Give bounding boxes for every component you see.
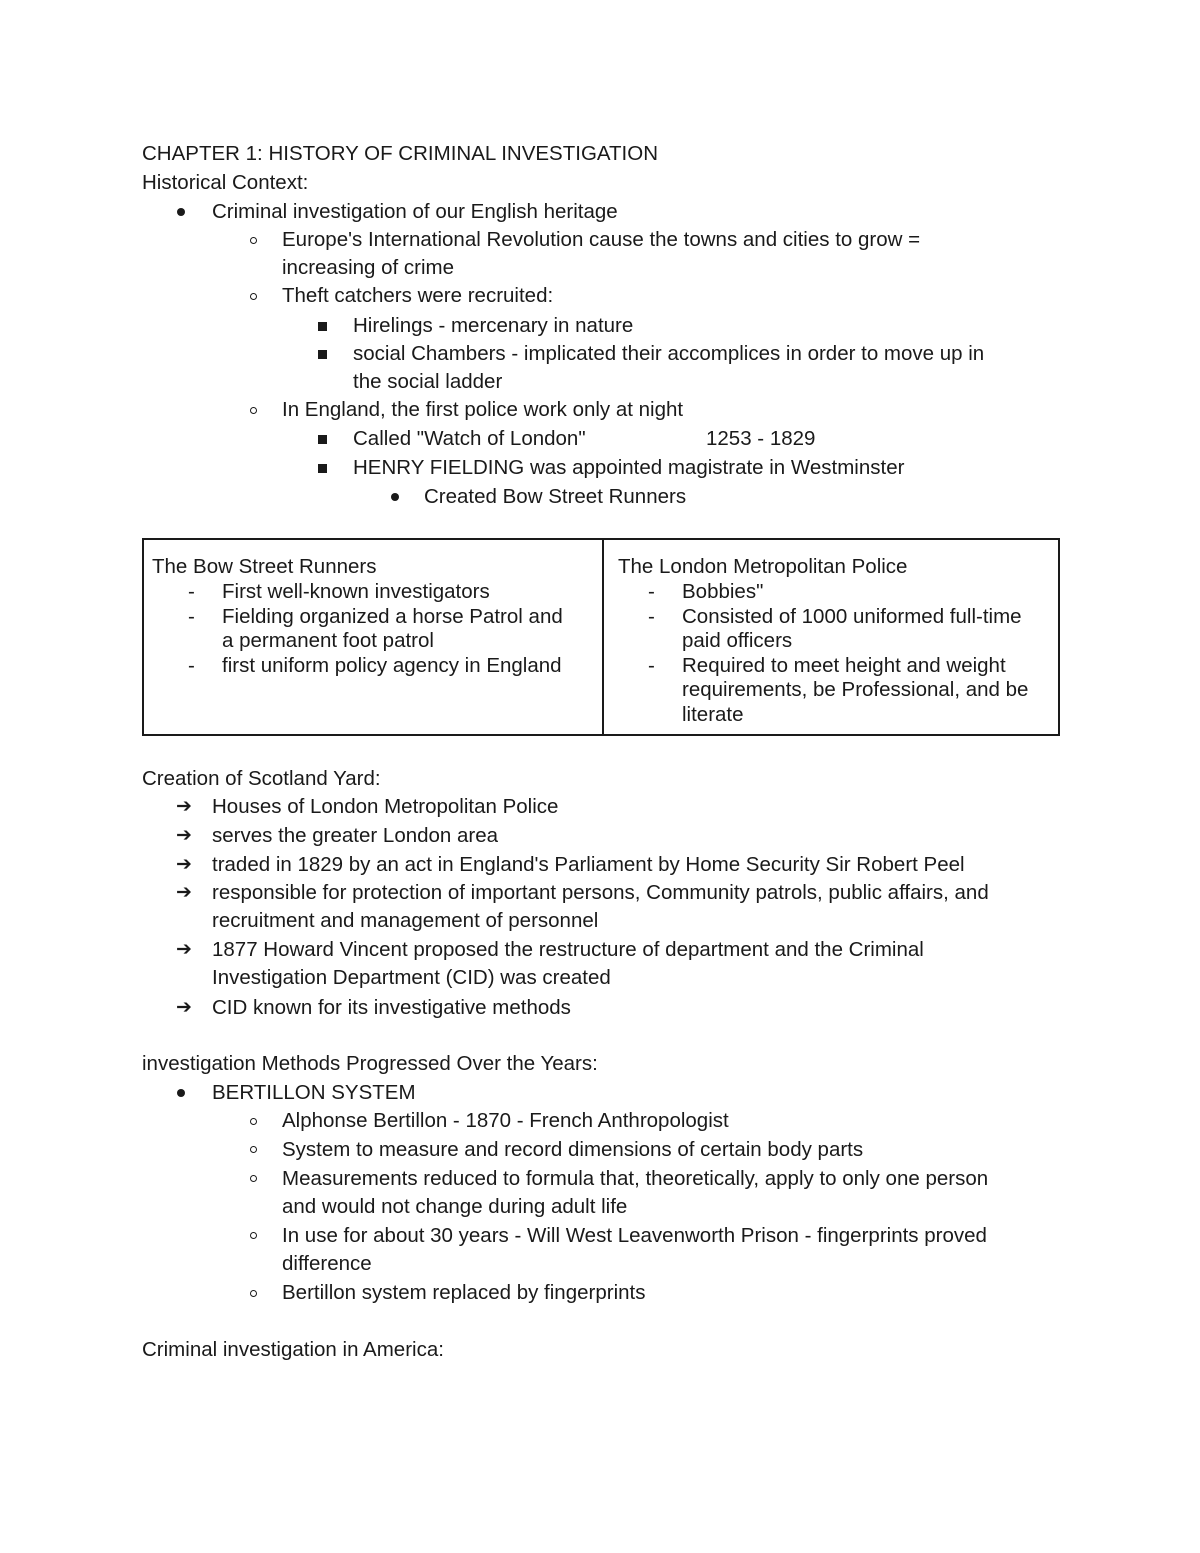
bullet-dot-icon <box>177 1089 185 1097</box>
arrow-right-icon: ➔ <box>176 825 192 846</box>
bullet-circle-icon <box>250 1232 257 1239</box>
table-list-item-continuation: paid officers <box>682 629 793 652</box>
table-list-item: Bobbies" <box>682 580 764 603</box>
list-item: 1877 Howard Vincent proposed the restructure of department and the Criminal <box>212 938 924 961</box>
table-list-item-continuation: literate <box>682 703 744 726</box>
bullet-circle-icon <box>250 407 257 414</box>
watch-of-london-years: 1253 - 1829 <box>706 427 816 450</box>
bullet-circle-icon <box>250 1118 257 1125</box>
dash-marker: - <box>188 605 195 628</box>
historical-context-heading: Historical Context: <box>142 171 309 194</box>
dash-marker: - <box>648 580 655 603</box>
arrow-right-icon: ➔ <box>176 854 192 875</box>
list-item: Measurements reduced to formula that, theoretically, apply to only one person <box>282 1167 989 1190</box>
list-item-continuation: recruitment and management of personnel <box>212 909 599 932</box>
table-list-item: Fielding organized a horse Patrol and <box>222 605 563 628</box>
bullet-square-icon <box>318 350 327 359</box>
list-item: responsible for protection of important persons, Community patrols, public affairs, and <box>212 881 989 904</box>
bullet-circle-icon <box>250 237 257 244</box>
list-item: Alphonse Bertillon - 1870 - French Anthropologist <box>282 1109 729 1132</box>
list-item: Hirelings - mercenary in nature <box>353 314 634 337</box>
arrow-right-icon: ➔ <box>176 939 192 960</box>
arrow-right-icon: ➔ <box>176 882 192 903</box>
arrow-right-icon: ➔ <box>176 796 192 817</box>
list-item: social Chambers - implicated their accomplices in order to move up in <box>353 342 985 365</box>
list-item: In use for about 30 years - Will West Leavenworth Prison - fingerprints proved <box>282 1224 987 1247</box>
arrow-right-icon: ➔ <box>176 997 192 1018</box>
list-item-continuation: and would not change during adult life <box>282 1195 628 1218</box>
list-item: Called "Watch of London" <box>353 427 586 450</box>
bullet-dot-icon <box>391 493 399 501</box>
list-item: Theft catchers were recruited: <box>282 284 554 307</box>
comparison-table <box>142 538 1060 736</box>
table-list-item: First well-known investigators <box>222 580 490 603</box>
scotland-yard-heading: Creation of Scotland Yard: <box>142 767 381 790</box>
table-list-item: first uniform policy agency in England <box>222 654 562 677</box>
bullet-circle-icon <box>250 1146 257 1153</box>
bullet-square-icon <box>318 464 327 473</box>
dash-marker: - <box>648 654 655 677</box>
list-item: BERTILLON SYSTEM <box>212 1081 416 1104</box>
table-list-item-continuation: a permanent foot patrol <box>222 629 434 652</box>
bullet-circle-icon <box>250 1290 257 1297</box>
list-item-continuation: difference <box>282 1252 372 1275</box>
dash-marker: - <box>188 580 195 603</box>
list-item: Bertillon system replaced by fingerprints <box>282 1281 646 1304</box>
bullet-circle-icon <box>250 1175 257 1182</box>
list-item: serves the greater London area <box>212 824 499 847</box>
table-cell-metropolitan-police <box>604 540 1060 734</box>
table-list-item: Consisted of 1000 uniformed full-time <box>682 605 1022 628</box>
list-item: traded in 1829 by an act in England's Parliament by Home Security Sir Robert Peel <box>212 853 965 876</box>
bullet-square-icon <box>318 435 327 444</box>
methods-heading: investigation Methods Progressed Over the Years: <box>142 1052 598 1075</box>
list-item-continuation: Investigation Department (CID) was created <box>212 966 611 989</box>
list-item: System to measure and record dimensions of certain body parts <box>282 1138 864 1161</box>
list-item: CID known for its investigative methods <box>212 996 571 1019</box>
list-item: HENRY FIELDING was appointed magistrate in Westminster <box>353 456 905 479</box>
bow-street-title: The Bow Street Runners <box>152 555 377 578</box>
table-list-item-continuation: requirements, be Professional, and be <box>682 678 1029 701</box>
dash-marker: - <box>188 654 195 677</box>
chapter-title: CHAPTER 1: HISTORY OF CRIMINAL INVESTIGATION <box>142 142 659 165</box>
list-item: Created Bow Street Runners <box>424 485 687 508</box>
bullet-circle-icon <box>250 293 257 300</box>
dash-marker: - <box>648 605 655 628</box>
list-item: Criminal investigation of our English heritage <box>212 200 618 223</box>
list-item: In England, the first police work only at night <box>282 398 684 421</box>
america-heading: Criminal investigation in America: <box>142 1338 444 1361</box>
metropolitan-police-title: The London Metropolitan Police <box>618 555 908 578</box>
list-item-continuation: the social ladder <box>353 370 503 393</box>
list-item: Houses of London Metropolitan Police <box>212 795 559 818</box>
list-item-continuation: increasing of crime <box>282 256 455 279</box>
table-list-item: Required to meet height and weight <box>682 654 1006 677</box>
bullet-dot-icon <box>177 208 185 216</box>
bullet-square-icon <box>318 322 327 331</box>
table-cell-bow-street <box>144 540 602 734</box>
list-item: Europe's International Revolution cause the towns and cities to grow = <box>282 228 921 251</box>
